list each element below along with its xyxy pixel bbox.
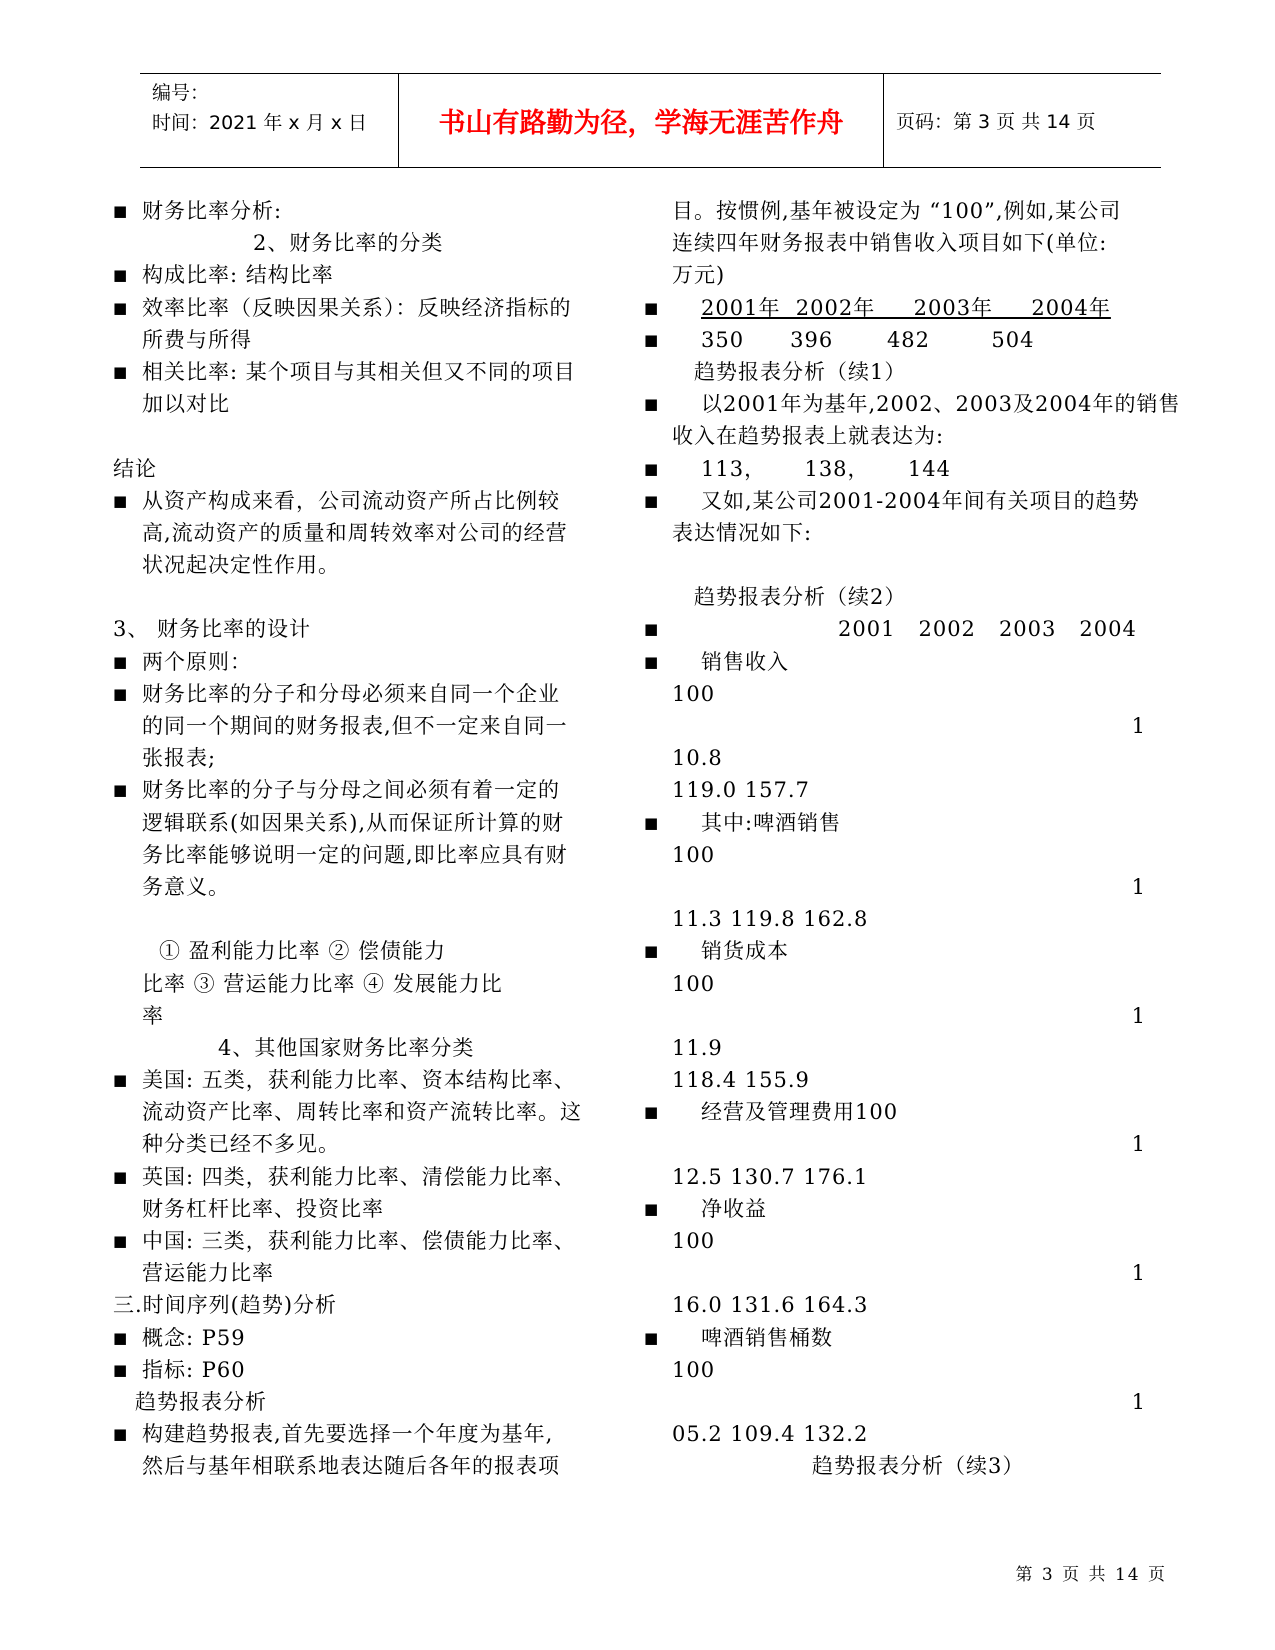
list-item: ■ 中国: 三类，获利能力比率、偿债能力比率、 [113,1225,643,1257]
list-item: ■ 英国: 四类，获利能力比率、清偿能力比率、 [113,1161,643,1193]
text-line: 119.0 157.7 [672,778,810,803]
text-line: 种分类已经不多见。 [142,1132,340,1157]
text-line: 连续四年财务报表中销售收入项目如下(单位: [672,231,1108,256]
text-line: 万元) [672,263,726,288]
text-line: 趋势报表分析（续3） [812,1454,1025,1479]
text-line: 1 [1131,1261,1146,1286]
text-line: 流动资产比率、周转比率和资产流转比率。这 [142,1100,582,1125]
section-heading: 结论 [113,456,157,481]
text-line: 12.5 130.7 176.1 [672,1164,869,1189]
text-line: 营运能力比率 [142,1261,274,1286]
text-line: 1 [1131,1389,1146,1414]
text-line: 1 [1131,1132,1146,1157]
list-item: ■ 350 396 482 504 [672,324,1212,356]
motto: 书山有路勤为径，学海无涯苦作舟 [399,74,884,167]
list-item: ■ 美国: 五类，获利能力比率、资本结构比率、 [113,1064,643,1096]
list-item: ■ 财务比率的分子和分母必须来自同一个企业 [113,678,643,710]
text-line: 100 [672,842,716,867]
text-line: 趋势报表分析（续2） [694,585,907,610]
text-line: 16.0 131.6 164.3 [672,1293,869,1318]
list-item: ■ 构成比率: 结构比率 [113,259,643,291]
text-line: 务比率能够说明一定的问题,即比率应具有财 [142,842,568,867]
list-item: ■ 113， 138， 144 [672,453,1212,485]
text-line: 逻辑联系(如因果关系),从而保证所计算的财 [142,810,565,835]
text-line: 05.2 109.4 132.2 [672,1422,869,1447]
text-line: 务意义。 [142,874,230,899]
list-item: ■ 经营及管理费用100 [672,1096,1212,1128]
list-item: ■ 概念: P59 [113,1322,643,1354]
list-item: ■ 销货成本 [672,935,1212,967]
page-info: 页码：第 3 页 共 14 页 [896,111,1096,133]
header-table [140,73,1161,168]
text-line: 10.8 [672,746,723,771]
text-line: 所费与所得 [142,327,252,352]
list-item: ■ 又如,某公司2001-2004年间有关项目的趋势 [672,485,1212,517]
text-line: 加以对比 [142,392,230,417]
right-column [672,195,1212,1483]
list-item: ■ 啤酒销售桶数 [672,1322,1212,1354]
text-line: 收入在趋势报表上就表达为: [672,424,945,449]
list-item: ■ 构建趋势报表,首先要选择一个年度为基年, [113,1418,643,1450]
text-line: 目。按惯例,基年被设定为 “100”,例如,某公司 [672,199,1122,223]
text-line: 11.3 119.8 162.8 [672,907,869,932]
list-item: ■ 销售收入 [672,646,1212,678]
text-line: 1 [1131,1003,1146,1028]
list-item: ■ 从资产构成来看，公司流动资产所占比例较 [113,485,643,517]
text-line: 118.4 155.9 [672,1068,810,1093]
header-meta-cell [140,74,399,167]
text-line: 的同一个期间的财务报表,但不一定来自同一 [142,714,568,738]
text-line: 状况起决定性作用。 [142,553,340,578]
section-heading: 4、其他国家财务比率分类 [218,1035,475,1060]
text-line: 趋势报表分析（续1） [694,359,907,384]
text-line: 然后与基年相联系地表达随后各年的报表项 [142,1454,560,1479]
list-item: ■ 效率比率（反映因果关系）：反映经济指标的 [113,292,643,324]
text-line: 表达情况如下: [672,520,813,545]
text-line: 1 [1131,874,1146,899]
text-line: 财务杠杆比率、投资比率 [142,1196,384,1221]
text-line: 比率 ③ 营运能力比率 ④ 发展能力比 [142,971,503,996]
text-line: 100 [672,1229,716,1253]
text-line: 趋势报表分析 [135,1389,267,1414]
list-item: ■ 财务比率的分子与分母之间必须有着一定的 [113,774,643,806]
list-item: ■ 2001 2002 2003 2004 [672,613,1212,645]
list-item [672,292,1212,324]
page-footer: 第 3 页 共 14 页 [1015,1565,1167,1585]
text-line: 1 [1131,714,1146,738]
section-heading: 2、财务比率的分类 [253,231,444,256]
text-line: ① 盈利能力比率 ② 偿债能力 [159,939,447,964]
text-line: 100 [672,971,716,996]
list-item: ■ 其中:啤酒销售 [672,807,1212,839]
list-item: ■ 指标: P60 [113,1354,643,1386]
time-label: 时间：2021 年 x 月 x 日 [152,112,368,134]
text-line: 高,流动资产的质量和周转效率对公司的经营 [142,520,568,545]
list-item: ■ 两个原则： [113,646,643,678]
section-heading: 3、 财务比率的设计 [113,617,312,642]
list-item: ■ 相关比率: 某个项目与其相关但又不同的项目 [113,356,643,388]
year-header: 2001年 2002年 2003年 2004年 [701,295,1111,320]
text-line: 100 [672,1357,716,1382]
text-line: 率 [142,1003,164,1028]
list-item: ■ 以2001年为基年,2002、2003及2004年的销售 [672,388,1212,420]
section-heading: 三.时间序列(趋势)分析 [113,1293,338,1318]
text-line: 张报表; [142,746,217,771]
list-item: ■ 净收益 [672,1193,1212,1225]
list-item: ■ 财务比率分析: [113,195,643,227]
left-column [113,195,643,1483]
text-line: 11.9 [672,1035,723,1060]
number-label: 编号： [152,82,210,104]
text-line: 100 [672,681,716,706]
